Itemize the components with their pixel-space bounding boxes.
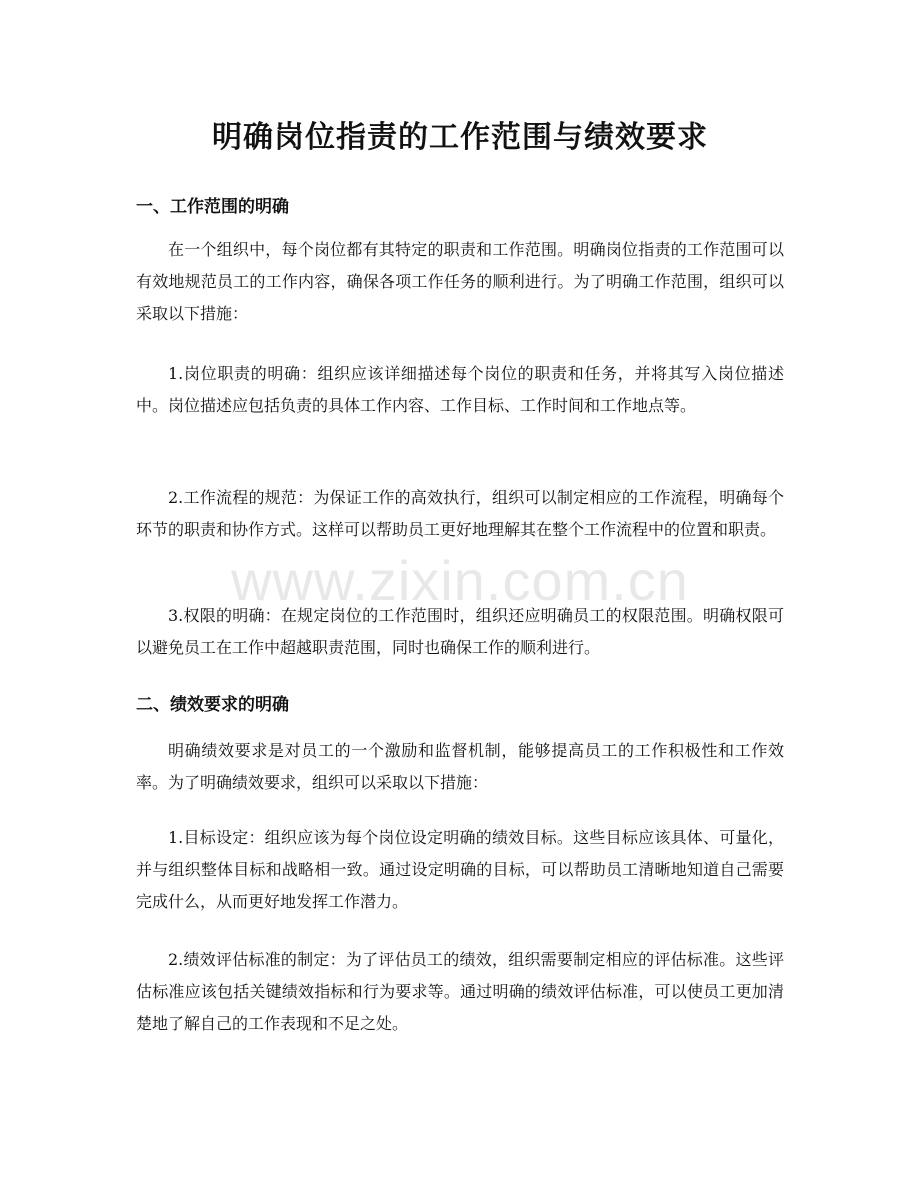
list-item: 1.岗位职责的明确：组织应该详细描述每个岗位的职责和任务，并将其写入岗位描述中。岗位描述应包括负责的具体工作内容、工作目标、工作时间和工作地点等。 [136,364,784,415]
list-item: 2.工作流程的规范：为保证工作的高效执行，组织可以制定相应的工作流程，明确每个环节的职责和协作方式。这样可以帮助员工更好地理解其在整个工作流程中的位置和职责。 [136,488,784,539]
list-item: 1.目标设定：组织应该为每个岗位设定明确的绩效目标。这些目标应该具体、可量化，并与组织整体目标和战略相一致。通过设定明确的目标，可以帮助员工清晰地知道自己需要完成什么，从而更好地发挥工作潜力。 [136,828,784,911]
paragraph: 明确绩效要求是对员工的一个激励和监督机制，能够提高员工的工作积极性和工作效率。为了明确绩效要求，组织可以采取以下措施： [136,741,784,792]
list-item: 3.权限的明确：在规定岗位的工作范围时，组织还应明确员工的权限范围。明确权限可以避免员工在工作中超越职责范围，同时也确保工作的顺利进行。 [136,606,784,657]
watermark: www.zixin.com.cn [231,549,689,612]
section-heading-work-scope: 一、工作范围的明确 [136,197,289,217]
list-item: 2.绩效评估标准的制定：为了评估员工的绩效，组织需要制定相应的评估标准。这些评估标准应该包括关键绩效指标和行为要求等。通过明确的绩效评估标准，可以使员工更加清楚地了解自己的工作表现和不足之处。 [136,950,784,1033]
document-title: 明确岗位指责的工作范围与绩效要求 [212,120,708,155]
paragraph: 在一个组织中，每个岗位都有其特定的职责和工作范围。明确岗位指责的工作范围可以有效地规范员工的工作内容，确保各项工作任务的顺利进行。为了明确工作范围，组织可以采取以下措施： [136,240,784,323]
section-heading-performance: 二、绩效要求的明确 [136,695,289,715]
